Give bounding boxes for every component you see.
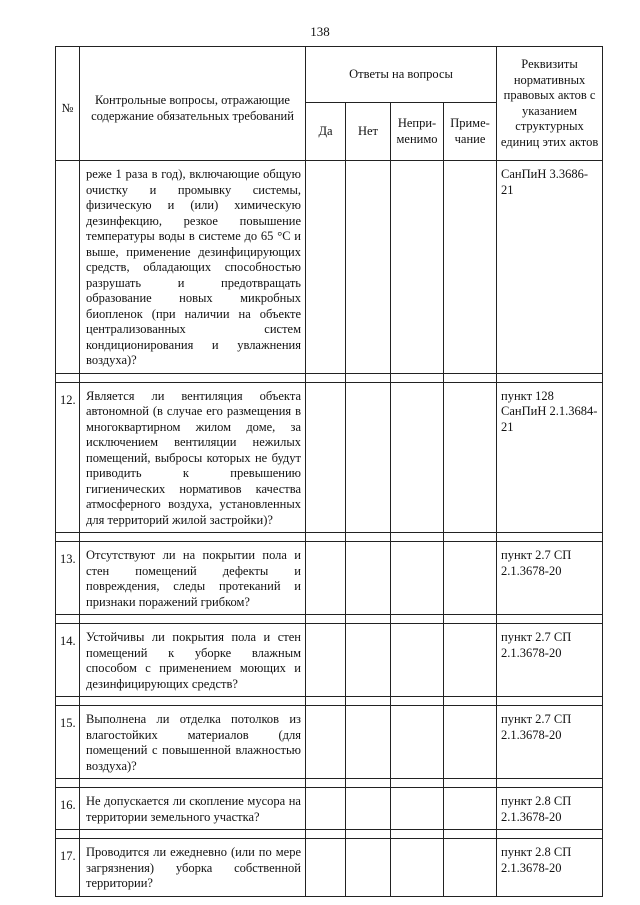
answer-yes-cell[interactable] <box>306 706 346 779</box>
header-answer-na: Непри-менимо <box>391 103 444 161</box>
row-question: реже 1 раза в год), включающие общую очистку и промывку системы, физическую и (или) химическую дезинфекцию, резкое повышение температуры воды в системе до 65 °С и выше, применение дезинфицирующих средств, обладающих способностью разрушать и предотвращать образование новых микробных биопленок (при наличии на объекте централизованных систем кондиционирования и увлажнения воздуха)? <box>80 161 306 374</box>
table-row <box>56 839 603 897</box>
answer-note-cell[interactable] <box>444 624 497 697</box>
answer-na-cell[interactable] <box>391 788 444 830</box>
answer-no-cell[interactable] <box>346 382 391 533</box>
header-answer-yes: Да <box>306 103 346 161</box>
answer-yes-cell[interactable] <box>306 542 346 615</box>
answer-no-cell[interactable] <box>346 542 391 615</box>
row-gap <box>56 697 603 706</box>
answer-na-cell[interactable] <box>391 542 444 615</box>
row-number <box>56 161 80 374</box>
table-row <box>56 542 603 615</box>
row-question: Является ли вентиляция объекта автономной (в случае его размещения в многоквартирном жилом доме, за исключением вентиляции нежилых помещений, выбросы которых не будут приводить к превышению гигиенических нормативов качества атмосферного воздуха, установленных для территорий жилой застройки)? <box>80 382 306 533</box>
answer-note-cell[interactable] <box>444 839 497 897</box>
answer-na-cell[interactable] <box>391 839 444 897</box>
answer-na-cell[interactable] <box>391 161 444 374</box>
answer-na-cell[interactable] <box>391 706 444 779</box>
answer-yes-cell[interactable] <box>306 624 346 697</box>
answer-yes-cell[interactable] <box>306 161 346 374</box>
header-answer-note: Приме-чание <box>444 103 497 161</box>
row-reference: пункт 2.8 СП 2.1.3678-20 <box>497 788 603 830</box>
row-gap <box>56 830 603 839</box>
answer-no-cell[interactable] <box>346 624 391 697</box>
row-number: 12. <box>56 382 80 533</box>
header-requisites: Реквизиты нормативных правовых актов с указанием структурных единиц этих актов <box>497 47 603 161</box>
answer-na-cell[interactable] <box>391 624 444 697</box>
row-number: 17. <box>56 839 80 897</box>
answer-no-cell[interactable] <box>346 161 391 374</box>
answer-note-cell[interactable] <box>444 788 497 830</box>
row-number: 13. <box>56 542 80 615</box>
table-row <box>56 788 603 830</box>
answer-yes-cell[interactable] <box>306 839 346 897</box>
row-gap <box>56 779 603 788</box>
answer-no-cell[interactable] <box>346 788 391 830</box>
table-row <box>56 382 603 533</box>
row-question: Не допускается ли скопление мусора на территории земельного участка? <box>80 788 306 830</box>
row-number: 14. <box>56 624 80 697</box>
header-answer-no: Нет <box>346 103 391 161</box>
answer-yes-cell[interactable] <box>306 382 346 533</box>
answer-note-cell[interactable] <box>444 161 497 374</box>
row-question: Устойчивы ли покрытия пола и стен помещений к уборке влажным способом с применением моющих и дезинфицирующих средств? <box>80 624 306 697</box>
table-row <box>56 624 603 697</box>
row-reference: пункт 2.8 СП 2.1.3678-20 <box>497 839 603 897</box>
row-number: 15. <box>56 706 80 779</box>
row-reference: пункт 2.7 СП 2.1.3678-20 <box>497 542 603 615</box>
header-answers-group: Ответы на вопросы <box>306 47 497 103</box>
header-question: Контрольные вопросы, отражающие содержание обязательных требований <box>80 47 306 161</box>
row-question: Выполнена ли отделка потолков из влагостойких материалов (для помещений с повышенной влажностью воздуха)? <box>80 706 306 779</box>
header-number: № <box>56 47 80 161</box>
answer-no-cell[interactable] <box>346 839 391 897</box>
row-reference: пункт 2.7 СП 2.1.3678-20 <box>497 624 603 697</box>
row-reference: пункт 2.7 СП 2.1.3678-20 <box>497 706 603 779</box>
table-row <box>56 161 603 374</box>
row-number: 16. <box>56 788 80 830</box>
page-number: 138 <box>310 24 330 39</box>
row-reference: СанПиН 3.3686-21 <box>497 161 603 374</box>
row-gap <box>56 615 603 624</box>
row-question: Проводится ли ежедневно (или по мере загрязнения) уборка собственной территории? <box>80 839 306 897</box>
table-row <box>56 706 603 779</box>
answer-no-cell[interactable] <box>346 706 391 779</box>
checklist-table <box>55 46 603 897</box>
answer-note-cell[interactable] <box>444 542 497 615</box>
answer-note-cell[interactable] <box>444 706 497 779</box>
answer-note-cell[interactable] <box>444 382 497 533</box>
answer-yes-cell[interactable] <box>306 788 346 830</box>
row-gap <box>56 533 603 542</box>
row-gap <box>56 373 603 382</box>
row-reference: пункт 128 СанПиН 2.1.3684-21 <box>497 382 603 533</box>
answer-na-cell[interactable] <box>391 382 444 533</box>
row-question: Отсутствуют ли на покрытии пола и стен помещений дефекты и повреждения, следы протеканий и признаки поражений грибком? <box>80 542 306 615</box>
